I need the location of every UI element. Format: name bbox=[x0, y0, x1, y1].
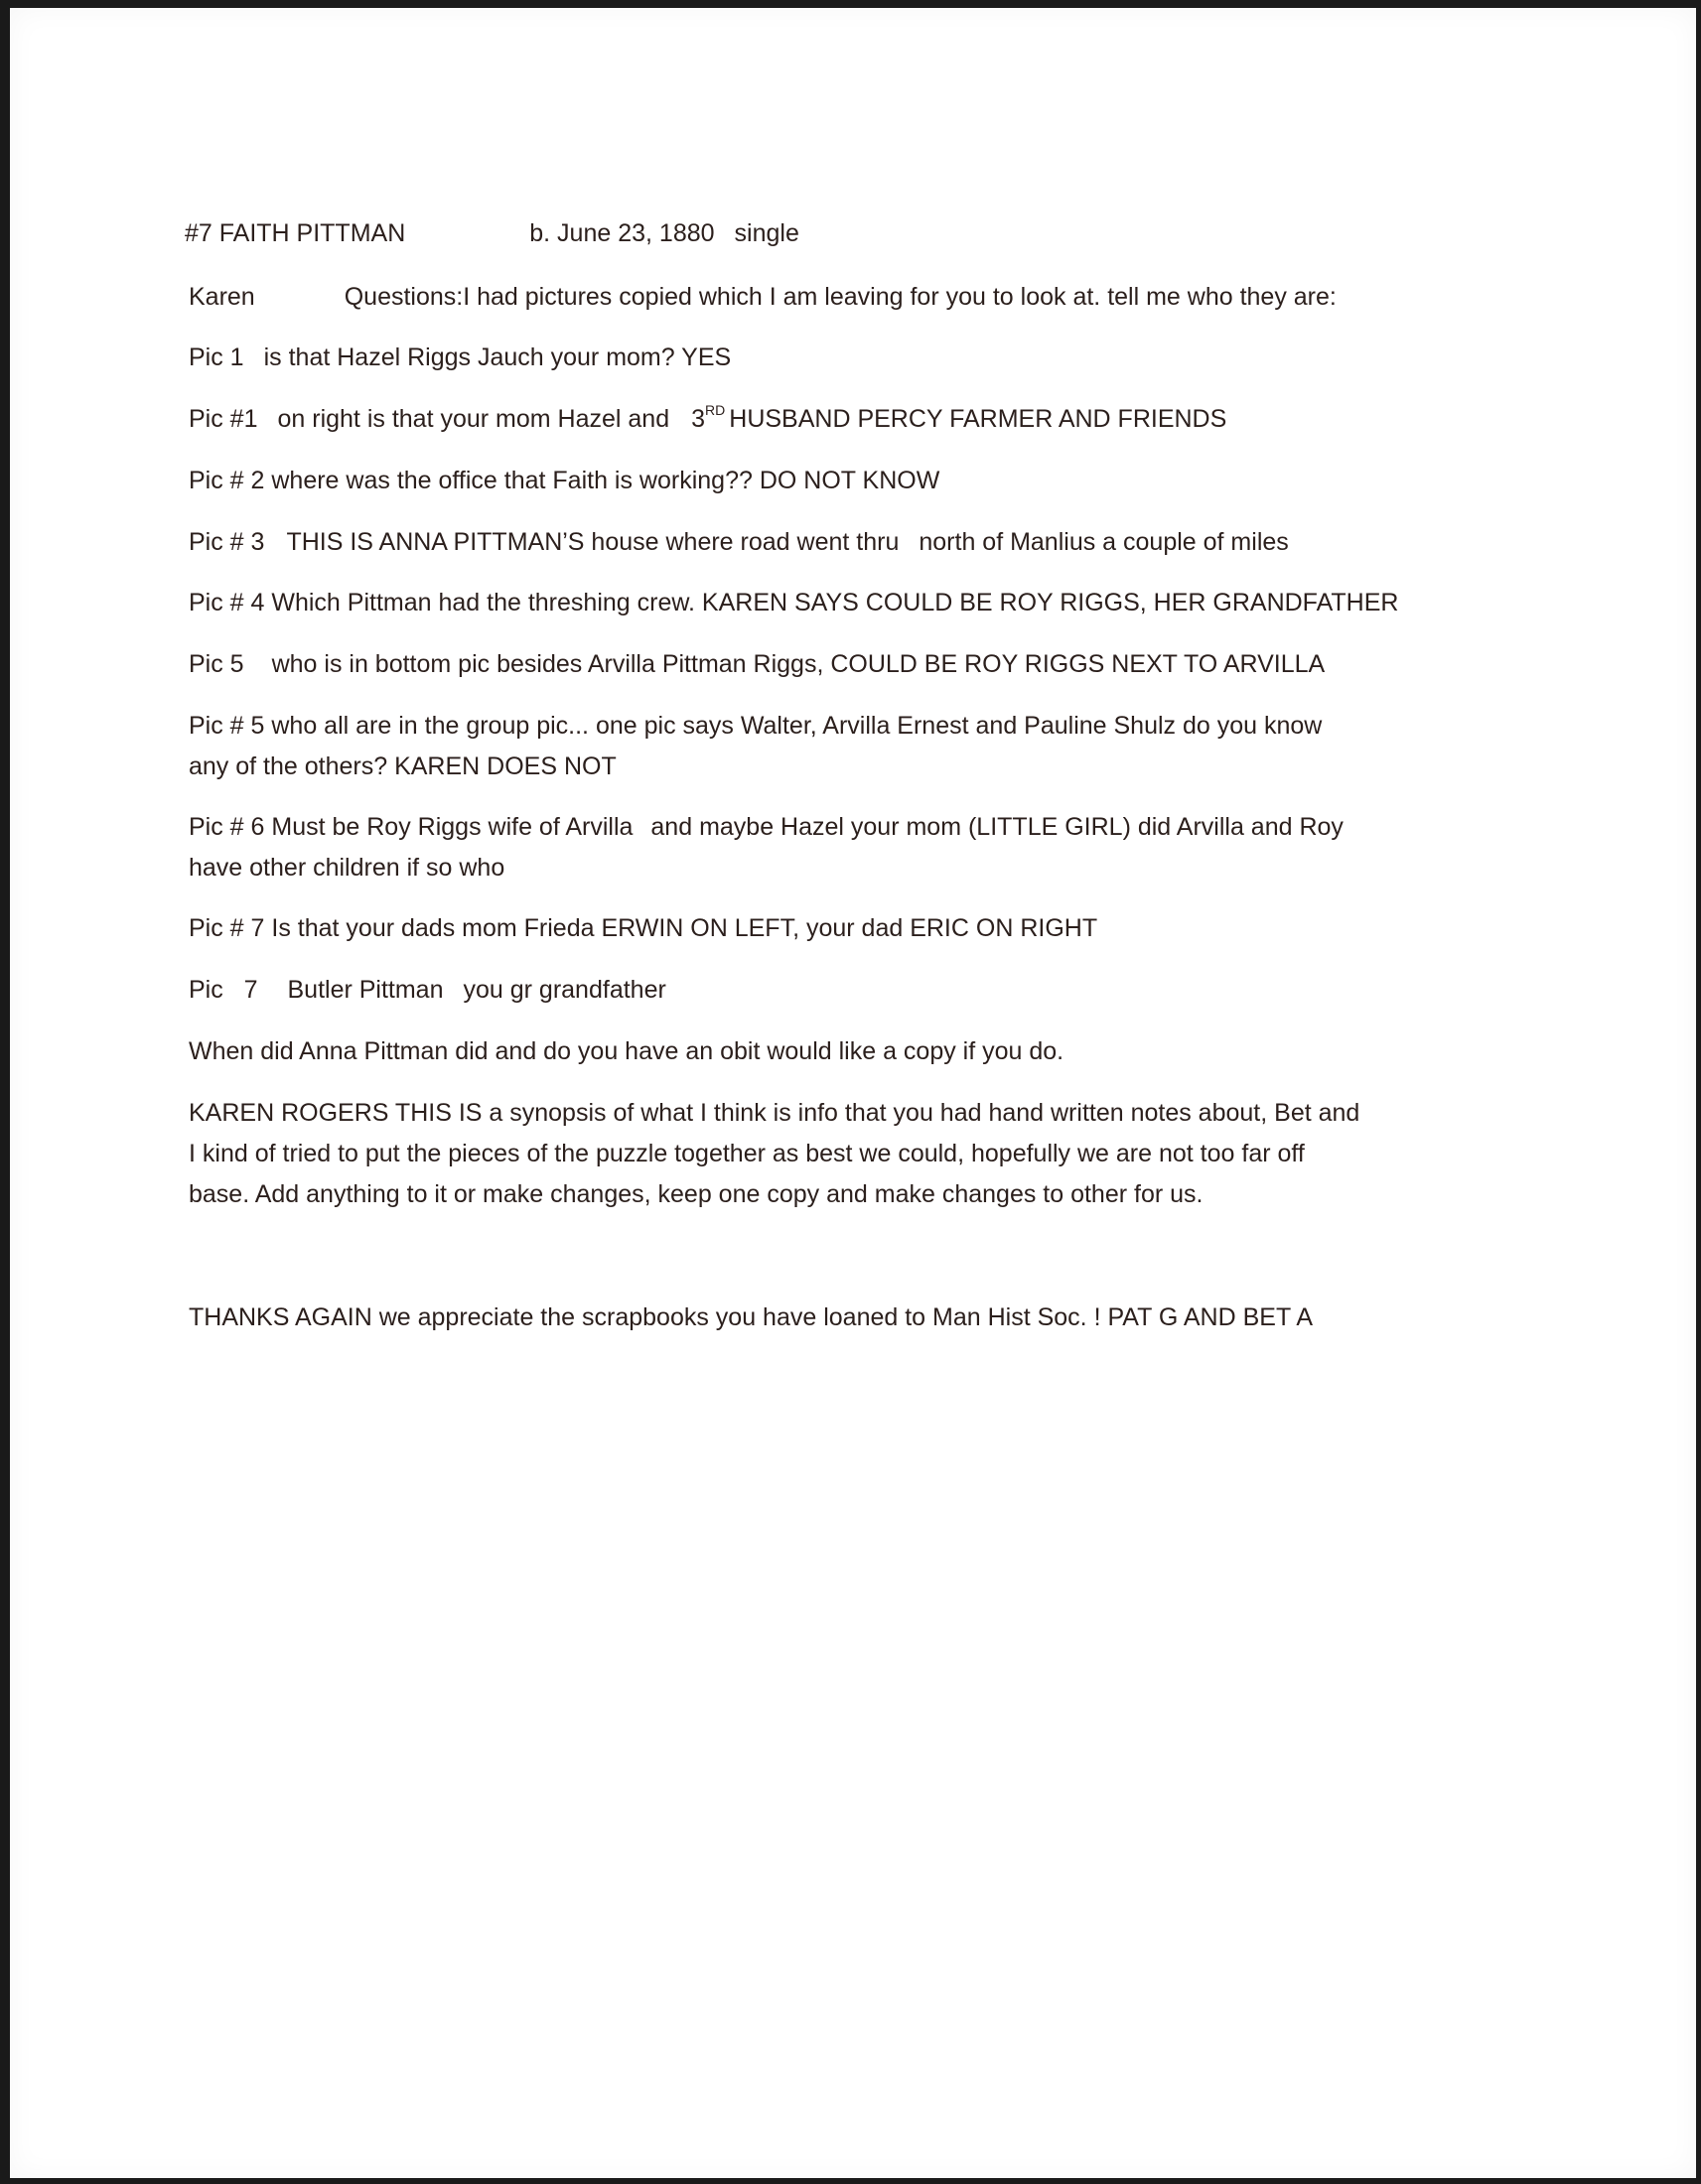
header-name: #7 FAITH PITTMAN bbox=[185, 219, 406, 247]
item-text-a: Pic # 6 Must be Roy Riggs wife of Arvilla bbox=[189, 813, 634, 841]
item-label: Pic 1 bbox=[189, 343, 244, 371]
ordinal-suffix: RD bbox=[705, 402, 726, 418]
synopsis-line2 bbox=[189, 1134, 1305, 1173]
list-item-pic5 bbox=[189, 644, 1325, 684]
list-item-pic6-line2 bbox=[189, 848, 504, 887]
scan-border bbox=[0, 0, 1701, 8]
item-label: Pic #1 bbox=[189, 405, 258, 433]
header-line bbox=[185, 213, 799, 253]
item-text: any of the others? KAREN DOES NOT bbox=[189, 752, 617, 780]
item-text-a: on right is that your mom Hazel and bbox=[277, 405, 670, 433]
item-text: Pic # 2 where was the office that Faith is working?? DO NOT KNOW bbox=[189, 467, 940, 494]
list-item-pic7-butler bbox=[189, 970, 666, 1010]
item-text: is that Hazel Riggs Jauch your mom? YES bbox=[263, 343, 732, 371]
synopsis-text: base. Add anything to it or make changes, keep one copy and make changes to other for us. bbox=[189, 1180, 1204, 1208]
synopsis-line3 bbox=[189, 1174, 1203, 1214]
list-item-pic4 bbox=[189, 583, 1398, 622]
item-text-a: Butler Pittman bbox=[287, 976, 444, 1004]
intro-text: Questions:I had pictures copied which I am leaving for you to look at. tell me who they are: bbox=[344, 283, 1337, 311]
header-status: single bbox=[734, 219, 799, 247]
list-item-pic1 bbox=[189, 338, 731, 377]
obit-question bbox=[189, 1031, 1063, 1071]
item-text-b: and maybe Hazel your mom (LITTLE GIRL) did Arvilla and Roy bbox=[650, 813, 1344, 841]
item-text: Pic # 7 Is that your dads mom Frieda ERWIN ON LEFT, your dad ERIC ON RIGHT bbox=[189, 914, 1098, 942]
list-item-pic6-line1 bbox=[189, 807, 1344, 847]
list-item-pic3 bbox=[189, 522, 1289, 562]
item-label: Pic # 3 bbox=[189, 528, 265, 556]
intro-recipient: Karen bbox=[189, 283, 255, 311]
header-birth: b. June 23, 1880 bbox=[529, 219, 715, 247]
thanks-line bbox=[189, 1297, 1313, 1337]
thanks-text: THANKS AGAIN we appreciate the scrapbooks you have loaned to Man Hist Soc. ! PAT G AND BET A bbox=[189, 1303, 1314, 1331]
item-text: who is in bottom pic besides Arvilla Pittman Riggs, COULD BE ROY RIGGS NEXT TO ARVILLA bbox=[271, 650, 1326, 678]
list-item-pic5-group-line2 bbox=[189, 747, 617, 786]
item-text-b: HUSBAND PERCY FARMER AND FRIENDS bbox=[729, 405, 1227, 433]
item-text: Pic # 4 Which Pittman had the threshing crew. KAREN SAYS COULD BE ROY RIGGS, HER GRANDFATHER bbox=[189, 589, 1399, 616]
obit-text: When did Anna Pittman did and do you have an obit would like a copy if you do. bbox=[189, 1037, 1064, 1065]
synopsis-line1 bbox=[189, 1093, 1359, 1133]
item-text-b: you gr grandfather bbox=[463, 976, 666, 1004]
item-text-a: THIS IS ANNA PITTMAN’S house where road went thru bbox=[286, 528, 900, 556]
list-item-pic5-group-line1 bbox=[189, 706, 1322, 746]
item-label: Pic 5 bbox=[189, 650, 244, 678]
item-text: have other children if so who bbox=[189, 854, 505, 882]
item-text: Pic # 5 who all are in the group pic... one pic says Walter, Arvilla Ernest and Pauline Shulz do you know bbox=[189, 712, 1323, 740]
list-item-pic2 bbox=[189, 461, 939, 500]
synopsis-text: KAREN ROGERS THIS IS a synopsis of what I think is info that you had hand written notes about, Bet and bbox=[189, 1099, 1360, 1127]
ordinal-number: 3 bbox=[691, 405, 706, 433]
item-label: Pic 7 bbox=[189, 976, 258, 1004]
list-item-pic1-right bbox=[189, 399, 1226, 439]
list-item-pic7 bbox=[189, 908, 1097, 948]
intro-line bbox=[189, 277, 1337, 317]
synopsis-text: I kind of tried to put the pieces of the puzzle together as best we could, hopefully we are not too far off bbox=[189, 1140, 1305, 1167]
item-text-b: north of Manlius a couple of miles bbox=[919, 528, 1289, 556]
